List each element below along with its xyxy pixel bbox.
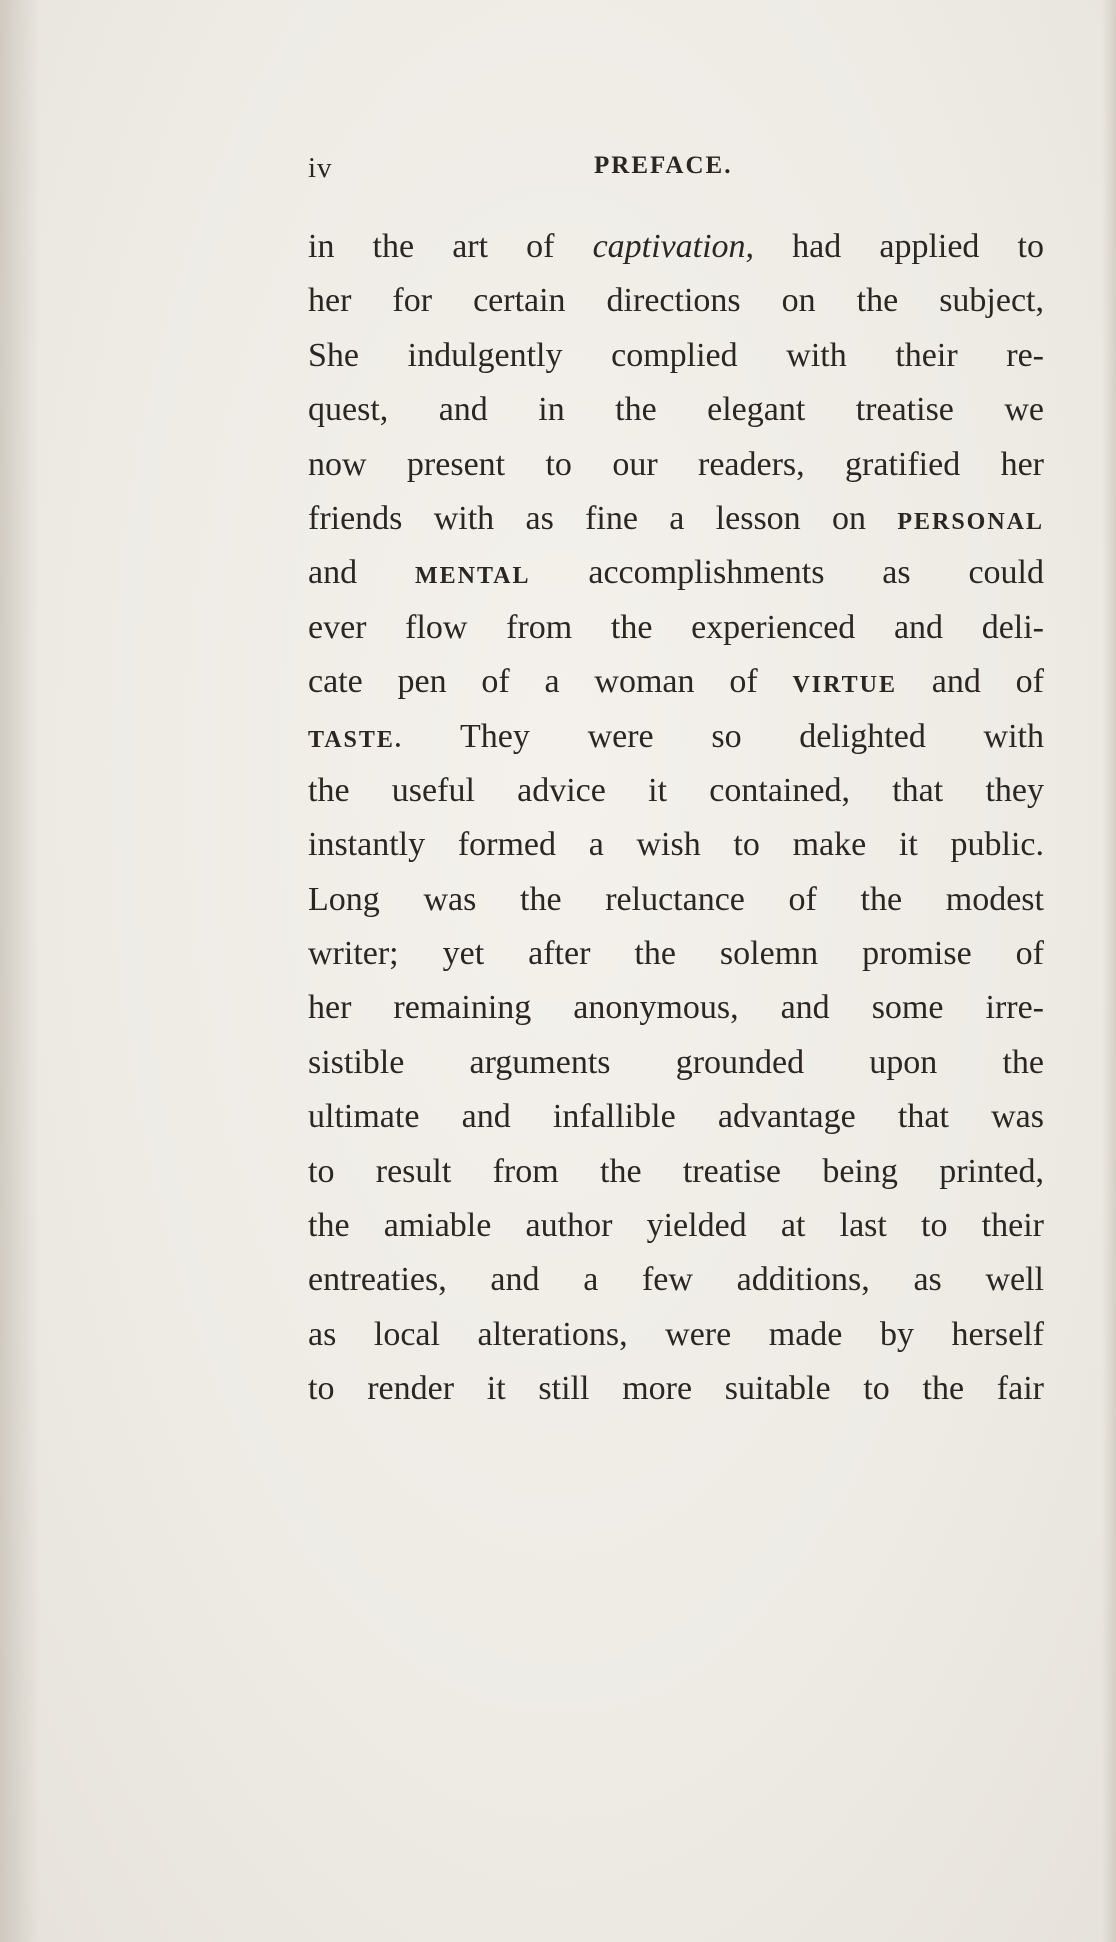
page-header xyxy=(308,152,1048,192)
text-line: She indulgently complied with their re- xyxy=(308,336,1044,374)
text-line: quest, and in the elegant treatise we xyxy=(308,391,1044,429)
text-line: to render it still more suitable to the fair xyxy=(308,1370,1044,1408)
running-head: PREFACE. xyxy=(594,152,733,179)
text-line: her for certain directions on the subject, xyxy=(308,282,1044,320)
text-line: the amiable author yielded at last to their xyxy=(308,1207,1044,1245)
text-line: to result from the treatise being printed, xyxy=(308,1152,1044,1190)
text-line: writer; yet after the solemn promise of xyxy=(308,935,1044,973)
text-line: as local alterations, were made by herself xyxy=(308,1315,1044,1353)
text-line: sistible arguments grounded upon the xyxy=(308,1043,1044,1081)
text-line: and MENTAL accomplishments as could xyxy=(308,554,1044,592)
text-line: ever flow from the experienced and deli- xyxy=(308,608,1044,646)
text-line: TASTE. They were so delighted with xyxy=(308,717,1044,755)
text-line: now present to our readers, gratified her xyxy=(308,445,1044,483)
text-line: her remaining anonymous, and some irre- xyxy=(308,989,1044,1027)
text-line: the useful advice it contained, that they xyxy=(308,771,1044,809)
text-line: in the art of captivation, had applied to xyxy=(308,228,1044,265)
text-line: Long was the reluctance of the modest xyxy=(308,880,1044,918)
text-line: entreaties, and a few additions, as well xyxy=(308,1261,1044,1299)
text-line: friends with as fine a lesson on PERSONAL xyxy=(308,499,1044,537)
text-line: instantly formed a wish to make it public. xyxy=(308,826,1044,864)
text-line: cate pen of a woman of VIRTUE and of xyxy=(308,663,1044,701)
text-line: ultimate and infallible advantage that was xyxy=(308,1098,1044,1136)
page-number: iv xyxy=(308,152,333,184)
body-text xyxy=(308,220,1044,1417)
